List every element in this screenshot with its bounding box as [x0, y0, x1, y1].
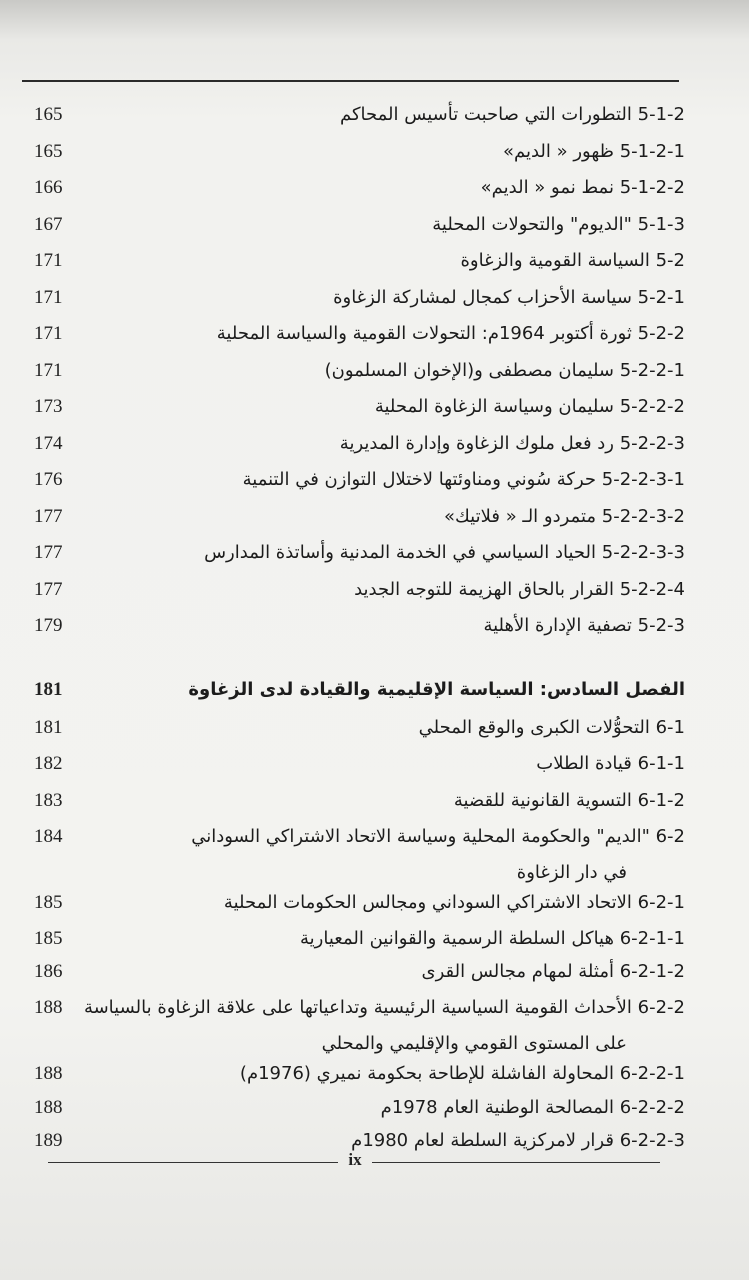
- entry-page: 188: [34, 1063, 63, 1084]
- entry-title-continuation: في دار الزغاوة: [516, 862, 627, 883]
- toc-entry[interactable]: [30, 786, 685, 816]
- entry-title: 5-2-2-2 سليمان وسياسة الزغاوة المحلية: [374, 396, 685, 417]
- toc-entry[interactable]: [30, 538, 685, 568]
- entry-title: 5-2-2-3-3 الحياد السياسي في الخدمة المدنية وأساتذة المدارس: [204, 542, 685, 563]
- toc-entry[interactable]: [30, 392, 685, 422]
- footer-rule-left: [48, 1162, 338, 1163]
- entry-title: 6-2-2 الأحداث القومية السياسية الرئيسية وتداعياتها على علاقة الزغاوة بالسياسة: [83, 997, 685, 1018]
- entry-title: 6-2 "الديم" والحكومة المحلية وسياسة الاتحاد الاشتراكي السوداني: [191, 826, 685, 847]
- entry-title: 6-2-1-1 هياكل السلطة الرسمية والقوانين المعيارية: [300, 928, 685, 949]
- entry-page: 181: [34, 717, 63, 738]
- entry-title: 5-2-2-4 القرار بالحاق الهزيمة للتوجه الجديد: [354, 579, 685, 600]
- entry-page: 177: [34, 506, 63, 527]
- entry-title: 6-2-1 الاتحاد الاشتراكي السوداني ومجالس الحكومات المحلية: [223, 892, 685, 913]
- entry-title: 5-2-2-1 سليمان مصطفى و(الإخوان المسلمون): [324, 360, 685, 381]
- toc-entry[interactable]: [30, 283, 685, 313]
- entry-page: 185: [34, 928, 63, 949]
- entry-page: 165: [34, 104, 63, 125]
- toc-entry[interactable]: [30, 611, 685, 641]
- entry-page: 186: [34, 961, 63, 982]
- entry-title: 5-1-2-2 نمط نمو « الديم»: [480, 177, 685, 198]
- toc-entry[interactable]: [30, 822, 685, 888]
- entry-title: 6-2-2-1 المحاولة الفاشلة للإطاحة بحكومة نميري (1976م): [239, 1063, 685, 1084]
- toc-entry[interactable]: [30, 575, 685, 605]
- toc-entry[interactable]: [30, 319, 685, 349]
- entry-page: 185: [34, 892, 63, 913]
- entry-title: 6-2-2-2 المصالحة الوطنية العام 1978م: [380, 1097, 685, 1118]
- entry-page: 177: [34, 542, 63, 563]
- chapter-title: الفصل السادس: السياسة الإقليمية والقيادة لدى الزغاوة: [188, 679, 685, 700]
- entry-page: 177: [34, 579, 63, 600]
- entry-page: 173: [34, 396, 63, 417]
- entry-title: 5-2-2 ثورة أكتوبر 1964م: التحولات القومية والسياسة المحلية: [216, 323, 685, 344]
- toc-entry[interactable]: [30, 957, 685, 987]
- toc-entry[interactable]: [30, 1059, 685, 1089]
- entry-page: 176: [34, 469, 63, 490]
- entry-title: 5-2-2-3-2 متمردو الـ « فلاتيك»: [444, 506, 685, 527]
- entry-page: 182: [34, 753, 63, 774]
- entry-page: 184: [34, 826, 63, 847]
- entry-title: 5-1-2-1 ظهور « الديم»: [502, 141, 685, 162]
- toc-entry[interactable]: [30, 888, 685, 918]
- top-rule: [22, 80, 679, 82]
- chapter-page: 181: [34, 679, 63, 700]
- entry-title: 5-2 السياسة القومية والزغاوة: [460, 250, 685, 271]
- toc-entry[interactable]: [30, 210, 685, 240]
- toc-entry[interactable]: [30, 173, 685, 203]
- toc-entry[interactable]: [30, 356, 685, 386]
- toc-entry[interactable]: [30, 993, 685, 1059]
- entry-page: 167: [34, 214, 63, 235]
- entry-title: 6-1-2 التسوية القانونية للقضية: [453, 790, 685, 811]
- entry-page: 165: [34, 141, 63, 162]
- entry-page: 171: [34, 250, 63, 271]
- toc-entry[interactable]: [30, 924, 685, 954]
- entry-title: 5-2-2-3-1 حركة سُوني ومناوئتها لاختلال التوازن في التنمية: [242, 469, 685, 490]
- entry-title: 5-1-2 التطورات التي صاحبت تأسيس المحاكم: [339, 104, 685, 125]
- entry-page: 166: [34, 177, 63, 198]
- toc-entry[interactable]: [30, 713, 685, 743]
- entry-title: 5-2-1 سياسة الأحزاب كمجال لمشاركة الزغاوة: [333, 287, 685, 308]
- entry-page: 189: [34, 1130, 63, 1151]
- entry-page: 171: [34, 287, 63, 308]
- toc-entry[interactable]: [30, 137, 685, 167]
- chapter-heading[interactable]: [30, 675, 685, 705]
- entry-page: 188: [34, 997, 63, 1018]
- footer-rule-right: [372, 1162, 660, 1163]
- entry-page: 174: [34, 433, 63, 454]
- toc-entry[interactable]: [30, 429, 685, 459]
- entry-title: 6-2-2-3 قرار لامركزية السلطة لعام 1980م: [351, 1130, 685, 1151]
- entry-page: 171: [34, 360, 63, 381]
- toc-entry[interactable]: [30, 1093, 685, 1123]
- entry-page: 183: [34, 790, 63, 811]
- entry-title: 5-2-3 تصفية الإدارة الأهلية: [483, 615, 685, 636]
- entry-title: 5-2-2-3 رد فعل ملوك الزغاوة وإدارة المديرية: [339, 433, 685, 454]
- toc-entry[interactable]: [30, 100, 685, 130]
- toc-entry[interactable]: [30, 465, 685, 495]
- entry-title: 5-1-3 "الديوم" والتحولات المحلية: [432, 214, 685, 235]
- entry-title: 6-1-1 قيادة الطلاب: [536, 753, 685, 774]
- toc-entry[interactable]: [30, 246, 685, 276]
- toc-entry[interactable]: [30, 502, 685, 532]
- entry-title: 6-2-1-2 أمثلة لمهام مجالس القرى: [421, 961, 685, 982]
- entry-title: 6-1 التحوُّلات الكبرى والوقع المحلي: [418, 717, 685, 738]
- toc-entry[interactable]: [30, 749, 685, 779]
- entry-title-continuation: على المستوى القومي والإقليمي والمحلي: [321, 1033, 627, 1054]
- page-folio: ix: [348, 1150, 362, 1169]
- entry-page: 171: [34, 323, 63, 344]
- entry-page: 179: [34, 615, 63, 636]
- entry-page: 188: [34, 1097, 63, 1118]
